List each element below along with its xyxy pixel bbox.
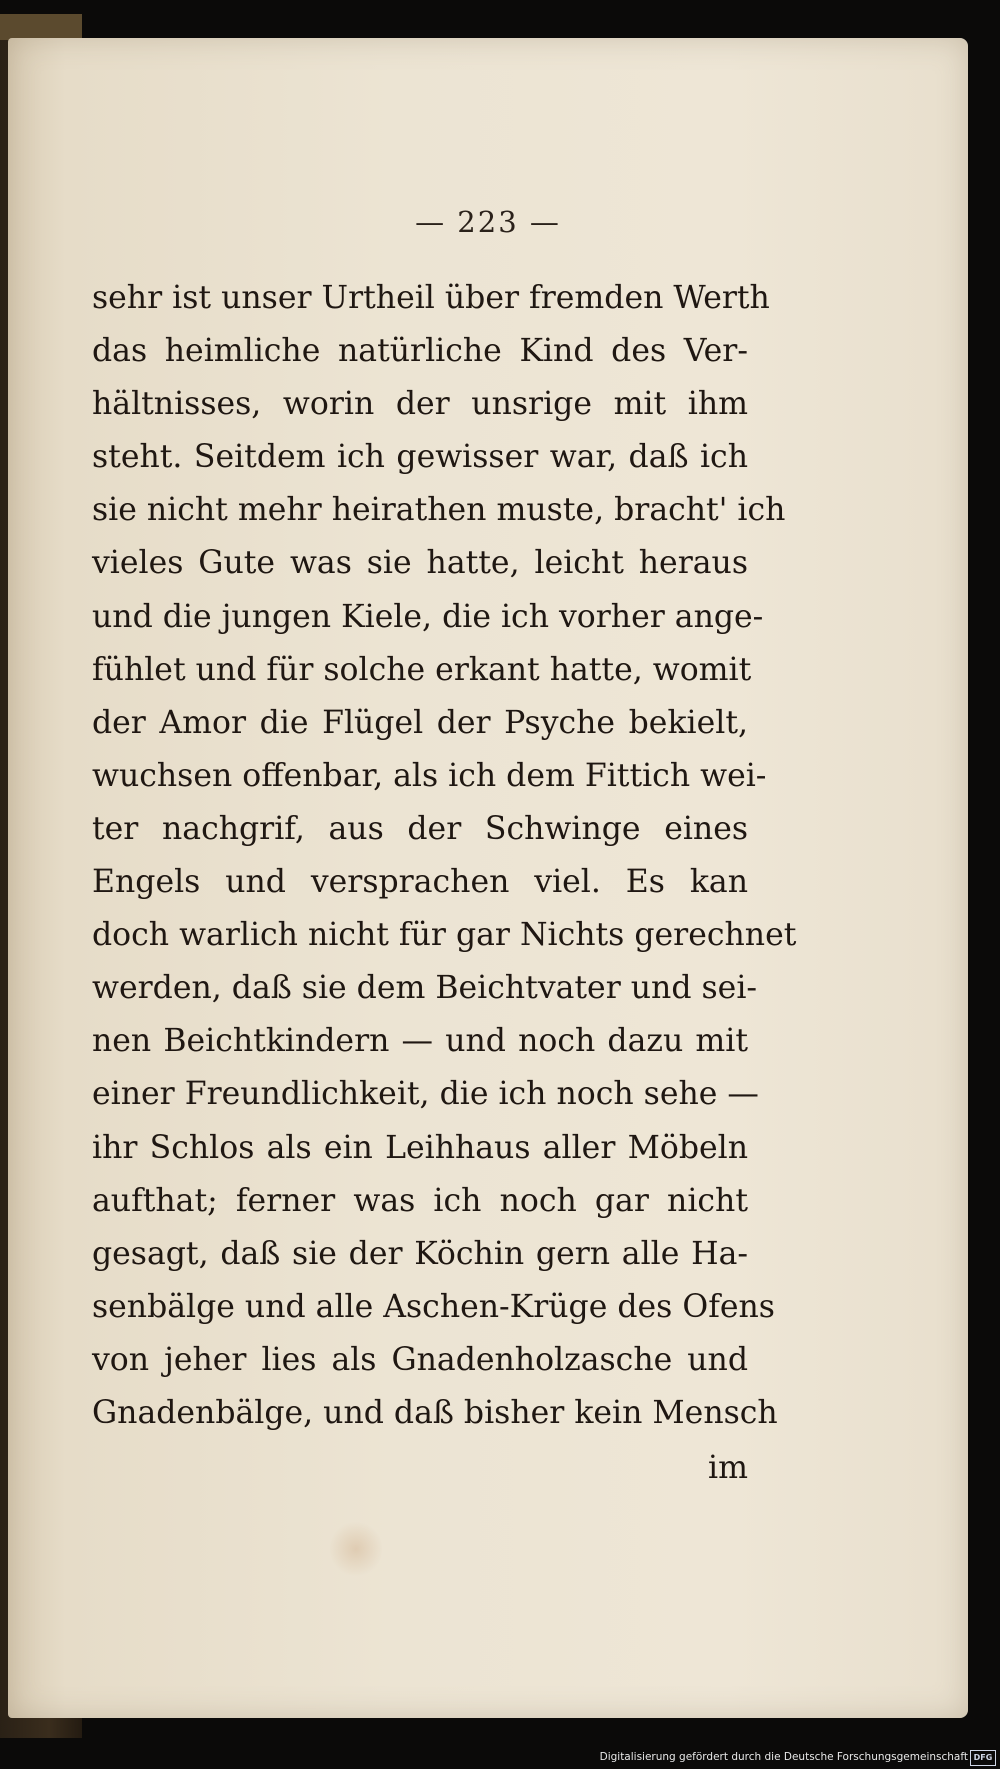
text-line: und die jungen Kiele, die ich vorher ange- bbox=[92, 598, 764, 635]
text-line: Engels und versprachen viel. Es kan bbox=[92, 864, 748, 901]
text-line: doch warlich nicht für gar Nichts gerechnet bbox=[92, 917, 797, 954]
text-line: nen Beichtkindern — und noch dazu mit bbox=[92, 1023, 748, 1060]
text-line: der Amor die Flügel der Psyche bekielt, bbox=[92, 704, 748, 741]
text-line: Gnadenbälge, und daß bisher kein Mensch bbox=[92, 1394, 778, 1431]
text-line: gesagt, daß sie der Köchin gern alle Ha- bbox=[92, 1235, 748, 1272]
text-line: das heimliche natürliche Kind des Ver- bbox=[92, 333, 748, 370]
page-text bbox=[92, 272, 797, 1440]
text-line: einer Freundlichkeit, die ich noch sehe — bbox=[92, 1076, 759, 1113]
page-number: — 223 — bbox=[415, 205, 561, 239]
catchword: im bbox=[708, 1450, 748, 1486]
text-line: werden, daß sie dem Beichtvater und sei- bbox=[92, 970, 758, 1007]
text-line: sie nicht mehr heirathen muste, bracht' ich bbox=[92, 492, 786, 529]
text-line: ihr Schlos als ein Leihhaus aller Möbeln bbox=[92, 1129, 748, 1166]
dfg-logo: DFG bbox=[970, 1750, 996, 1766]
text-line: vieles Gute was sie hatte, leicht heraus bbox=[92, 545, 748, 582]
text-line: von jeher lies als Gnadenholzasche und bbox=[92, 1341, 748, 1378]
text-line: senbälge und alle Aschen-Krüge des Ofens bbox=[92, 1288, 775, 1325]
text-line: aufthat; ferner was ich noch gar nicht bbox=[92, 1182, 748, 1219]
text-line: hältnisses, worin der unsrige mit ihm bbox=[92, 386, 748, 423]
text-line: fühlet und für solche erkant hatte, womit bbox=[92, 651, 752, 688]
paper-stain bbox=[330, 1520, 382, 1578]
text-line: wuchsen offenbar, als ich dem Fittich wei- bbox=[92, 757, 767, 794]
text-line: ter nachgrif, aus der Schwinge eines bbox=[92, 810, 748, 847]
text-line: sehr ist unser Urtheil über fremden Werth bbox=[92, 280, 770, 316]
text-line: steht. Seitdem ich gewisser war, daß ich bbox=[92, 439, 748, 476]
footer-credit: Digitalisierung gefördert durch die Deutsche Forschungsgemeinschaft bbox=[599, 1751, 968, 1763]
book-cover-corner bbox=[0, 14, 82, 40]
